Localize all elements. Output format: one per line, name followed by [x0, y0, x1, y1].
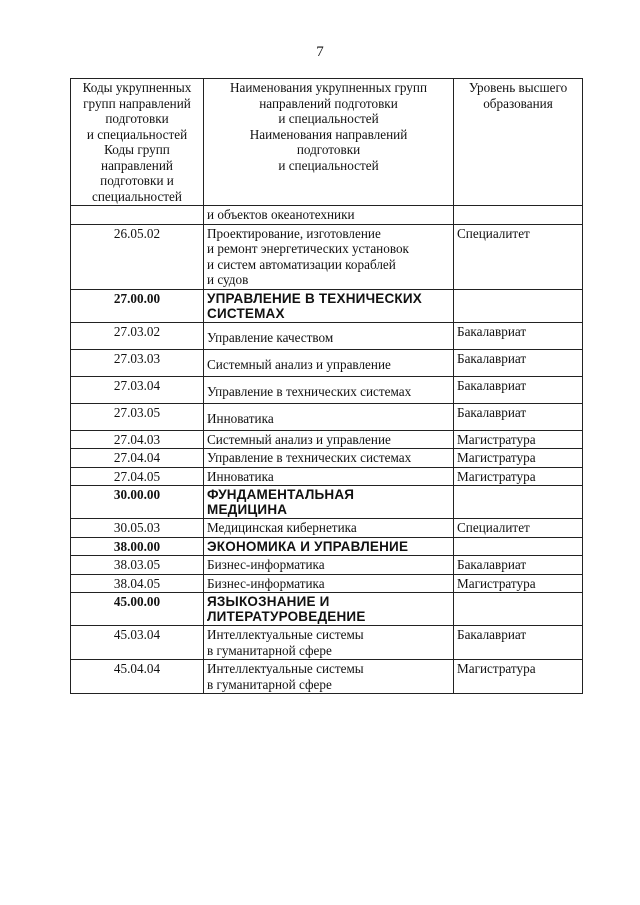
header-line: и специальностей [278, 157, 379, 173]
code-cell: 26.05.02 [71, 224, 204, 289]
group-row [71, 486, 583, 519]
code-cell: 27.04.04 [71, 449, 204, 468]
header-line: подготовки [105, 111, 169, 126]
name-line: ЭКОНОМИКА И УПРАВЛЕНИЕ [207, 538, 409, 554]
header-line: Наименования укрупненных групп [229, 80, 428, 95]
header-line: подготовки и [100, 173, 174, 188]
header-line: подготовки [296, 142, 361, 157]
level-cell: Бакалавриат [454, 626, 583, 660]
level-cell [454, 486, 583, 519]
header-names [204, 79, 454, 206]
table-row [71, 660, 583, 694]
name-line: в гуманитарной сфере [207, 642, 332, 658]
group-row [71, 537, 583, 556]
header-line: Коды групп [104, 142, 170, 157]
name-cell [204, 449, 454, 468]
name-cell [204, 206, 454, 225]
name-cell [204, 289, 454, 322]
name-line: МЕДИЦИНА [207, 502, 288, 517]
name-line: Управление в технических системах [207, 450, 412, 465]
code-cell: 27.03.02 [71, 322, 204, 349]
name-cell [204, 556, 454, 575]
table-row [71, 467, 583, 486]
name-cell [204, 322, 454, 349]
level-cell: Специалитет [454, 224, 583, 289]
table-row [71, 322, 583, 349]
name-cell [204, 349, 454, 376]
table-body [71, 206, 583, 694]
name-cell [204, 430, 454, 449]
page-number: 7 [316, 44, 324, 60]
code-cell [71, 206, 204, 225]
level-cell: Магистратура [454, 467, 583, 486]
code-cell: 27.03.05 [71, 403, 204, 430]
header-line: Уровень высшего [468, 80, 568, 95]
code-cell: 38.04.05 [71, 574, 204, 593]
name-cell [204, 376, 454, 403]
name-cell [204, 537, 454, 556]
level-cell: Специалитет [454, 519, 583, 538]
level-cell: Бакалавриат [454, 349, 583, 376]
group-row [71, 289, 583, 322]
name-line: Бизнес-информатика [207, 575, 325, 591]
name-line: Интеллектуальные системы [207, 661, 364, 676]
code-cell: 27.03.03 [71, 349, 204, 376]
directions-table [70, 78, 583, 694]
code-cell: 38.03.05 [71, 556, 204, 575]
name-line: Управление в технических системах [207, 384, 412, 399]
name-line: Системный анализ и управление [207, 431, 391, 447]
table-row [71, 224, 583, 289]
level-cell [454, 206, 583, 225]
name-line: УПРАВЛЕНИЕ В ТЕХНИЧЕСКИХ [207, 290, 422, 306]
table-row [71, 449, 583, 468]
code-cell: 45.00.00 [71, 593, 204, 626]
code-cell: 27.04.05 [71, 467, 204, 486]
table-row [71, 206, 583, 225]
name-line: Бизнес-информатика [207, 557, 325, 572]
name-line: Инноватика [207, 468, 274, 484]
table-row [71, 626, 583, 660]
name-line: ФУНДАМЕНТАЛЬНАЯ [207, 487, 355, 502]
header-line: образования [483, 95, 553, 111]
name-line: и ремонт энергетических установок [207, 241, 409, 256]
level-cell [454, 289, 583, 322]
level-cell: Бакалавриат [454, 322, 583, 349]
name-line: Проектирование, изготовление [207, 225, 381, 241]
code-cell: 27.03.04 [71, 376, 204, 403]
name-line: Интеллектуальные системы [207, 627, 364, 642]
name-line: СИСТЕМАХ [207, 305, 285, 321]
level-cell [454, 593, 583, 626]
group-row [71, 593, 583, 626]
name-cell [204, 519, 454, 538]
header-line: Наименования направлений [249, 126, 408, 142]
name-line: и систем автоматизации кораблей [207, 256, 396, 272]
name-line: в гуманитарной сфере [207, 676, 332, 692]
header-line: и специальностей [86, 126, 188, 142]
code-cell: 30.00.00 [71, 486, 204, 519]
name-line: и судов [207, 272, 249, 287]
code-cell: 27.04.03 [71, 430, 204, 449]
code-cell: 45.04.04 [71, 660, 204, 694]
level-cell: Магистратура [454, 430, 583, 449]
name-line: Инноватика [207, 411, 274, 426]
code-cell: 30.05.03 [71, 519, 204, 538]
name-line: Системный анализ и управление [207, 357, 391, 372]
header-line: направлений [101, 157, 173, 173]
name-line: ЯЗЫКОЗНАНИЕ И [207, 594, 330, 609]
name-line: Медицинская кибернетика [207, 520, 357, 535]
table-row [71, 519, 583, 538]
level-cell: Бакалавриат [454, 376, 583, 403]
level-cell: Магистратура [454, 660, 583, 694]
name-line: Управление качеством [207, 330, 334, 345]
table-header-row [71, 79, 583, 206]
header-line: специальностей [92, 188, 182, 204]
name-cell [204, 574, 454, 593]
table-row [71, 574, 583, 593]
name-cell [204, 486, 454, 519]
level-cell [454, 537, 583, 556]
code-cell: 45.03.04 [71, 626, 204, 660]
header-level [454, 79, 583, 206]
header-line: групп направлений [83, 95, 191, 111]
level-cell: Магистратура [454, 449, 583, 468]
name-line: и объектов океанотехники [207, 207, 355, 222]
table-row [71, 403, 583, 430]
name-cell [204, 467, 454, 486]
table-row [71, 556, 583, 575]
level-cell: Бакалавриат [454, 403, 583, 430]
header-line: Коды укрупненных [82, 80, 192, 95]
table-row [71, 430, 583, 449]
name-cell [204, 660, 454, 694]
name-cell [204, 593, 454, 626]
level-cell: Магистратура [454, 574, 583, 593]
header-line: направлений подготовки [259, 95, 398, 111]
name-cell [204, 403, 454, 430]
code-cell: 38.00.00 [71, 537, 204, 556]
code-cell: 27.00.00 [71, 289, 204, 322]
name-cell [204, 224, 454, 289]
name-line: ЛИТЕРАТУРОВЕДЕНИЕ [207, 609, 366, 624]
name-cell [204, 626, 454, 660]
table-row [71, 376, 583, 403]
table-row [71, 349, 583, 376]
header-line: и специальностей [278, 111, 379, 126]
header-codes [71, 79, 204, 206]
level-cell: Бакалавриат [454, 556, 583, 575]
